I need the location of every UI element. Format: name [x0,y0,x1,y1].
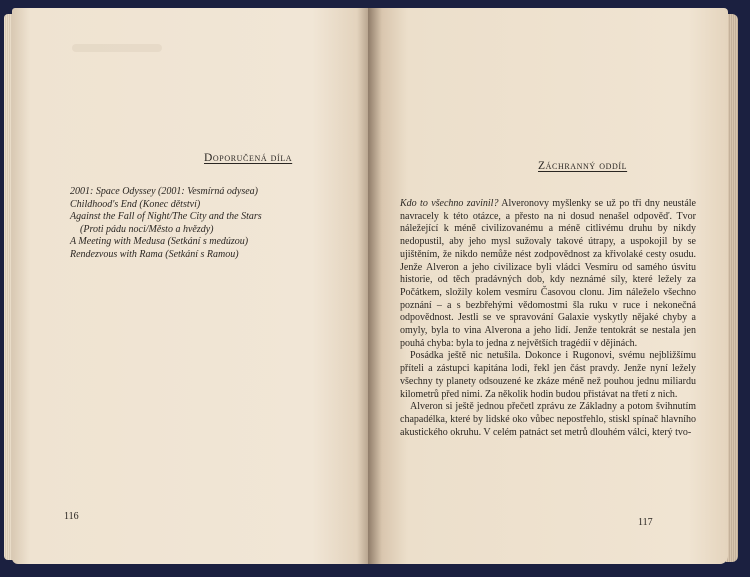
right-section-title: Záchranný oddíl [538,160,628,172]
work-item: 2001: Space Odyssey (2001: Vesmírná odysea) [70,186,259,197]
work-item: (Proti pádu noci/Město a hvězdy) [80,223,214,235]
left-page [12,8,368,564]
paragraph-1-text: Alveronovy myšlenky se už po tři dny neustále navracely k této otázce, a přesto na ni dosud nenašel odpověď. Tvor náležející k méně civilizovanému a méně citlivému druhu by nikdy nedopustil, aby jeho mysl sužovaly takové útrapy, a uspokojil by se ujištěním, že nikdo nemůže nést zodpovědnost za křivolaké cesty osudu. Jenže Alveron a jeho civilizace byli vládci Vesmíru od samého úsvitu historie, od těch pradávných dob, kdy neznámé síly, které ležely za Počátkem, složily kolem vesmíru Časovou clonu. Jim náleželo všechno poznání – a s bezbřehými vědomostmi šla ruku v ruce i nekonečná odpovědnost. Jestli se ve spravování Galaxie vyskytly nějaké chyby a omyly, byla to vina Alverona a jeho lidí. Jenže tentokrát se nestala jen pouhá chyba: byla to jedna z největších tragédií v dějinách. [400,198,696,349]
recommended-works-list [70,186,350,261]
left-section-title: Doporučená díla [204,152,293,164]
page-smudge [72,44,162,52]
paragraph-1-lead: Kdo to všechno zavinil? [400,198,499,209]
chapter-body-text [400,198,696,439]
work-item: A Meeting with Medusa (Setkání s medúzou) [70,236,249,247]
work-item: Against the Fall of Night/The City and the Stars [70,211,262,222]
right-page-number: 117 [638,517,653,528]
paragraph-2: Posádka ještě nic netušila. Dokonce i Rugonovi, svému nejbližšímu příteli a zástupci kapitána lodi, řekl jen část pravdy. Jenže nyní ležely všechny ty planety odsouzené ke zkáze méně než pouhou jednu miliardu kilometrů před nimi. Za několik hodin budou přistávat na třetí z nich. [400,350,696,400]
paragraph-1 [400,198,696,350]
left-page-number: 116 [64,511,79,522]
work-item: Childhood's End (Konec dětství) [70,198,201,210]
work-item: Rendezvous with Rama (Setkání s Ramou) [70,248,239,260]
right-page [368,8,728,564]
paragraph-3: Alveron si ještě jednou přečetl zprávu ze Základny a potom švihnutím chapadélka, které by lidské oko vůbec nepostřehlo, stiskl spínač hlavního akustického okruhu. V celém patnáct set metrů dlouhém válci, který tvo- [400,401,696,438]
